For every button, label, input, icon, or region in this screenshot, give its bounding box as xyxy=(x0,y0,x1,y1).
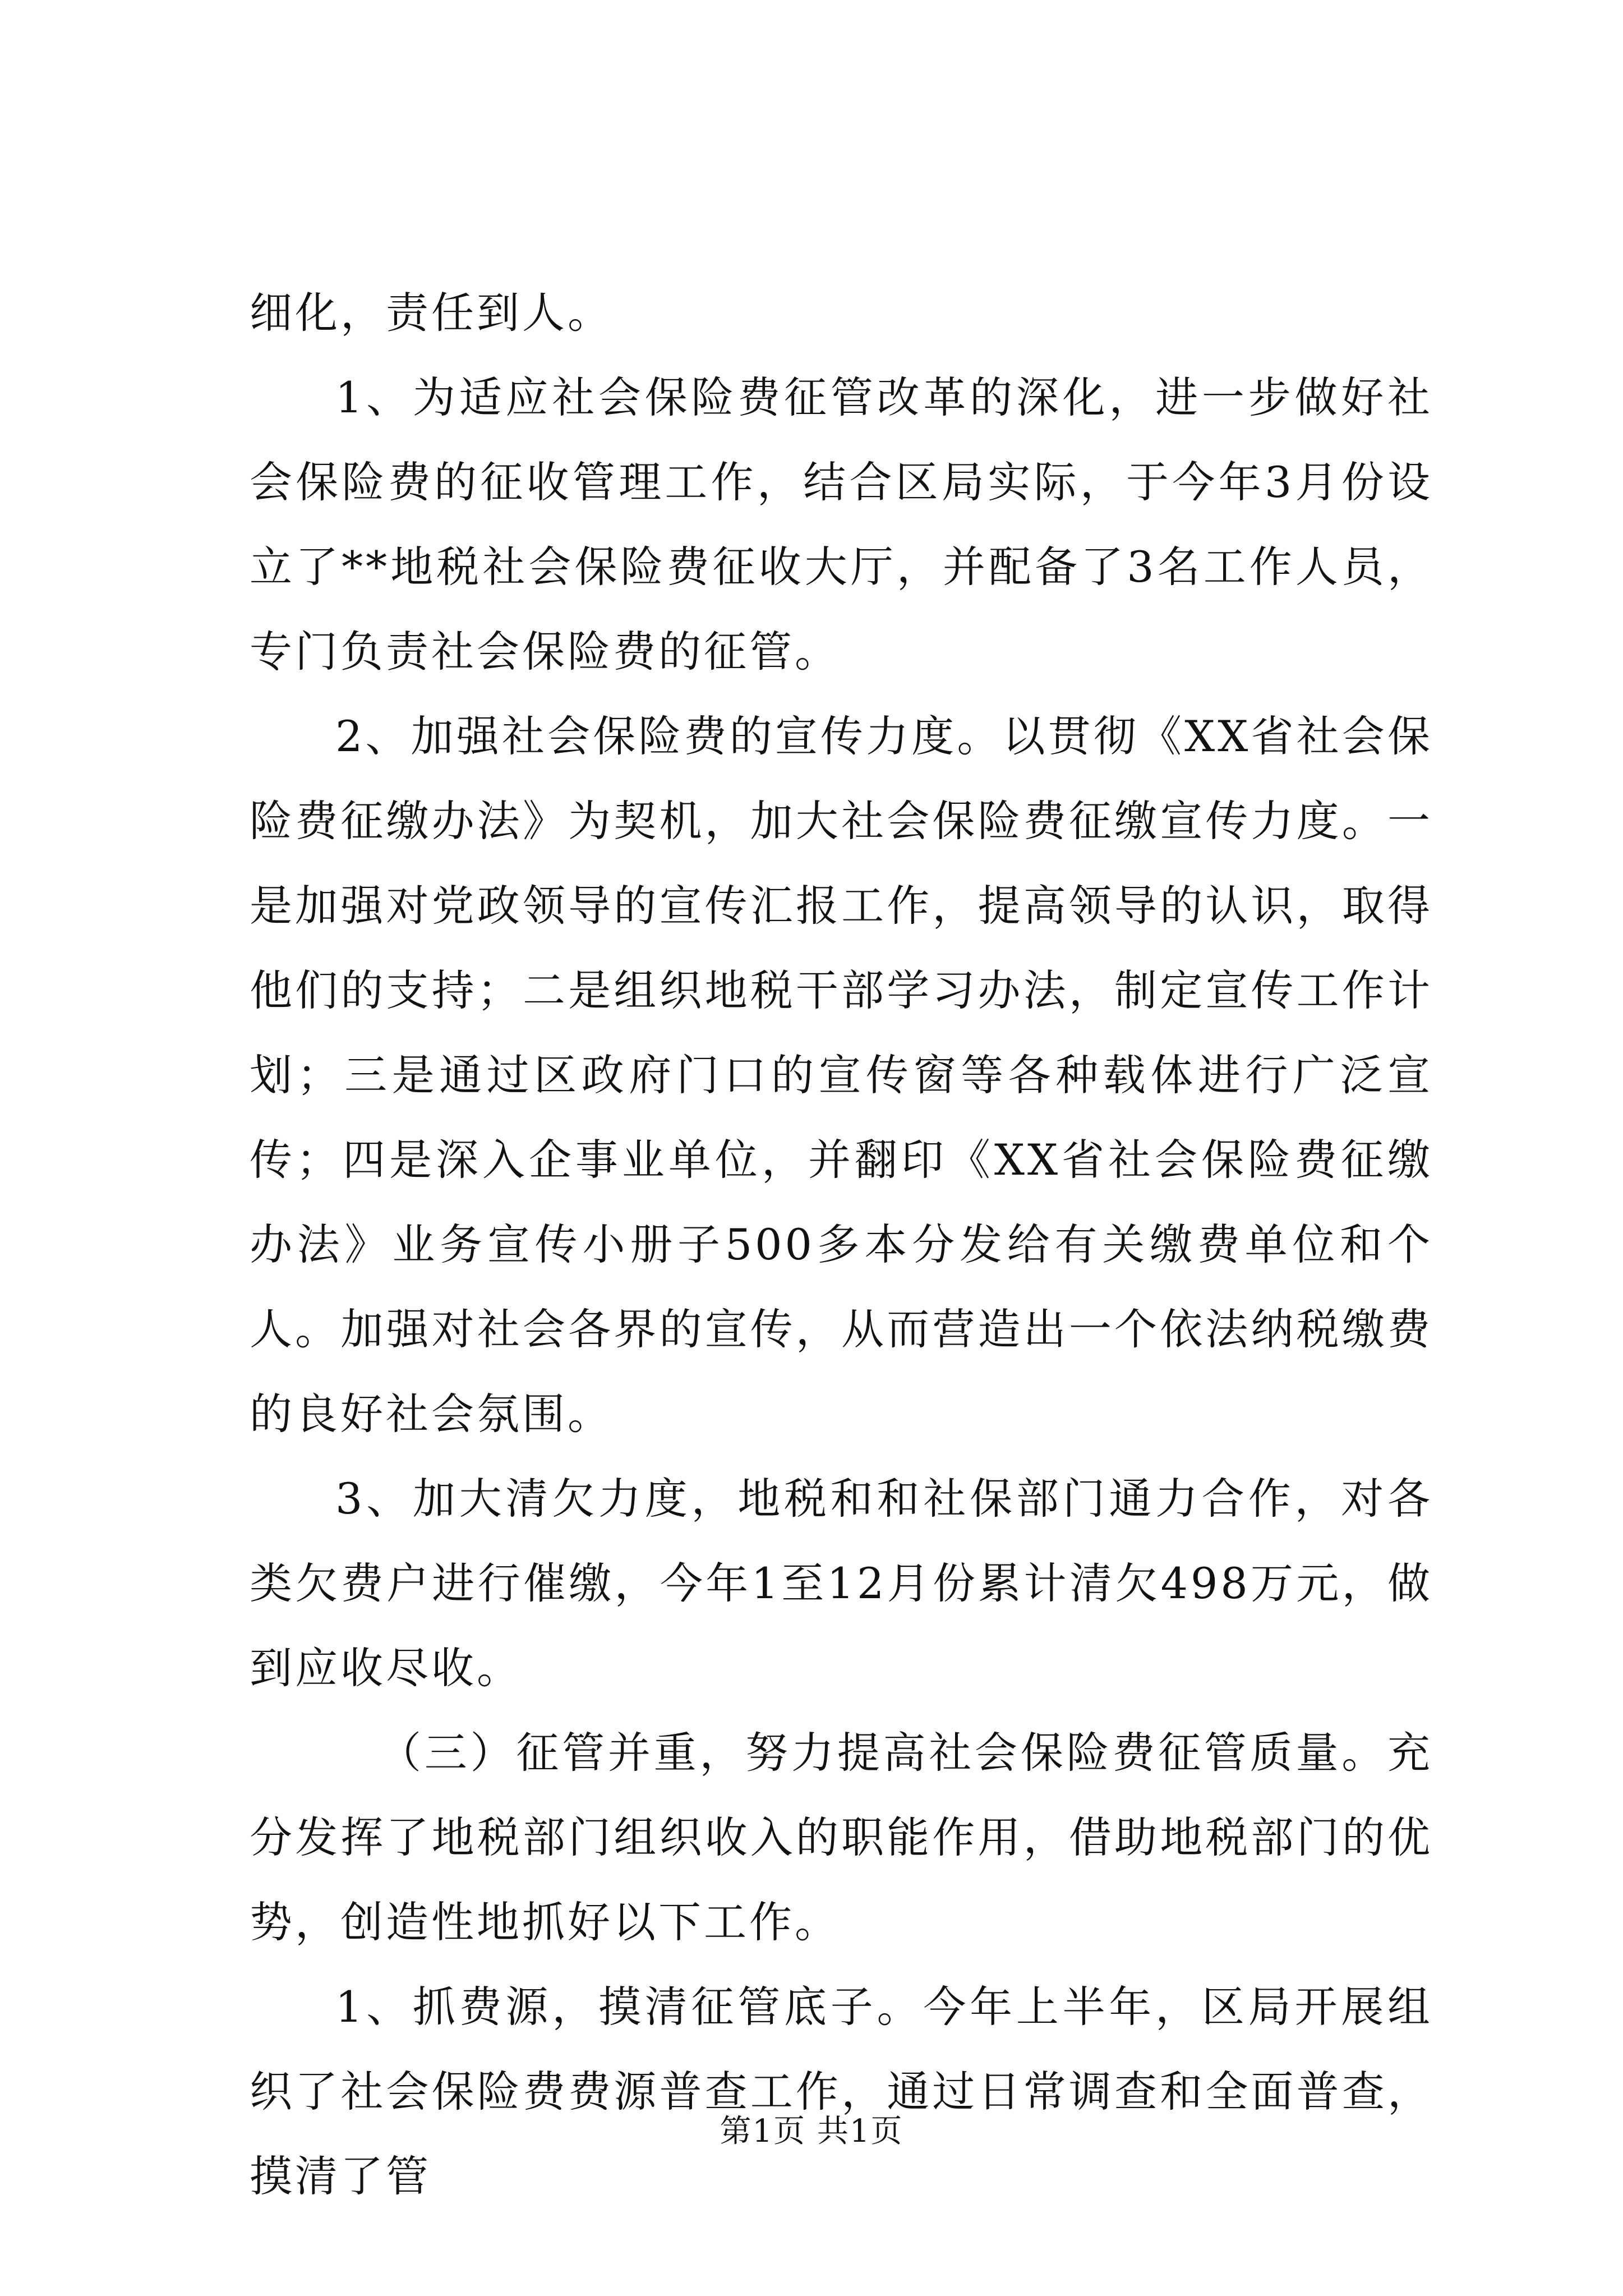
paragraph-item-3: 3、加大清欠力度，地税和和社保部门通力合作，对各类欠费户进行催缴，今年1至12月份累计清欠498万元，做到应收尽收。 xyxy=(250,1474,1433,1693)
paragraph-item-1: 1、为适应社会保险费征管改革的深化，进一步做好社会保险费的征收管理工作，结合区局实际，于今年3月份设立了**地税社会保险费征收大厅，并配备了3名工作人员，专门负责社会保险费的征管。 xyxy=(250,372,1433,677)
paragraph-item-1-fee-source: 1、抓费源，摸清征管底子。今年上半年，区局开展组织了社会保险费费源普查工作，通过日常调查和全面普查，摸清了管 xyxy=(250,1982,1433,2201)
paragraph-item-2: 2、加强社会保险费的宣传力度。以贯彻《XX省社会保险费征缴办法》为契机，加大社会保险费征缴宣传力度。一是加强对党政领导的宣传汇报工作，提高领导的认识，取得他们的支持；二是组织地税干部学习办法，制定宣传工作计划；三是通过区政府门口的宣传窗等各种载体进行广泛宣传；四是深入企事业单位，并翻印《XX省社会保险费征缴办法》业务宣传小册子500多本分发给有关缴费单位和个人。加强对社会各界的宣传，从而营造出一个依法纳税缴费的良好社会氛围。 xyxy=(250,711,1433,1439)
paragraph-continuation: 细化，责任到人。 xyxy=(250,288,613,338)
page-footer: 第1页 共1页 xyxy=(720,2113,903,2150)
document-body xyxy=(250,270,1433,2219)
section-heading-three: （三）征管并重，努力提高社会保险费征管质量。充分发挥了地税部门组织收入的职能作用，借助地税部门的优势，创造性地抓好以下工作。 xyxy=(250,1728,1433,1947)
